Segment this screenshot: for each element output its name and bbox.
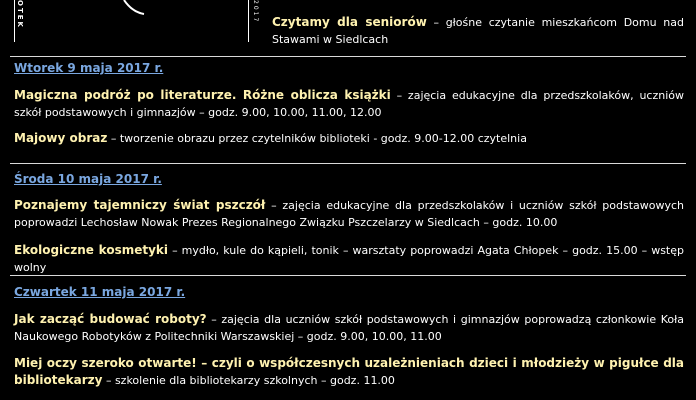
event-entry-seniors [272,14,684,48]
event-title: Czytamy dla seniorów [272,15,427,29]
divider [10,163,686,164]
divider [10,56,686,57]
event-entry [14,242,684,276]
event-title: Magiczna podróż po literaturze. Różne oblicza książki [14,88,391,102]
event-entry [14,197,684,231]
event-title: Majowy obraz [14,131,108,145]
event-entry [14,130,684,147]
logo-divider-left [14,0,15,42]
event-description: – szkolenie dla bibliotekarzy szkolnych – godz. 11.00 [102,374,395,387]
logo-year-text: 2017 [252,0,259,24]
logo-divider-right [248,0,249,42]
event-title: Miej oczy szeroko otwarte! – czyli o współczesnych uzależnieniach dzieci i młodzieży w pigułce dla bibliotekarzy [14,356,684,387]
day-heading-thursday: Czwartek 11 maja 2017 r. [14,285,186,299]
event-description: – tworzenie obrazu przez czytelników biblioteki - godz. 9.00-12.00 czytelnia [107,132,527,145]
day-heading-wednesday: Środa 10 maja 2017 r. [14,172,162,186]
event-description: – zajęcia edukacyjne dla przedszkolaków, uczniów szkół podstawowych i gimnazjów – godz. 9.00, 10.00, 11.00, 12.00 [14,89,684,119]
event-description: – zajęcia dla uczniów szkół podstawowych i gimnazjów poprowadzą członkowie Koła Naukowego Robotyków z Politechniki Warszawskiej – godz. 9.00, 10.00, 11.00 [14,313,684,343]
event-entry [14,311,684,345]
logo-arc-graphic [100,0,160,20]
event-description: – zajęcia edukacyjne dla przedszkolaków i uczniów szkół podstawowych poprowadzi Lechosław Nowak Prezes Regionalnego Związku Pszczelarzy w Siedlcach – godz. 10.00 [14,199,684,229]
logo-vertical-text: OTEK [16,0,24,29]
event-title: Poznajemy tajemniczy świat pszczół [14,198,266,212]
event-logo [0,0,270,48]
event-entry [14,87,684,121]
event-entry [14,355,684,389]
event-title: Jak zacząć budować roboty? [14,312,207,326]
event-description: – głośne czytanie mieszkańcom Domu nad Stawami w Siedlcach [272,16,685,46]
divider [10,275,686,276]
day-heading-tuesday: Wtorek 9 maja 2017 r. [14,61,164,75]
event-title: Ekologiczne kosmetyki [14,243,169,257]
event-description: – mydło, kule do kąpieli, tonik – warsztaty poprowadzi Agata Chłopek – godz. 15.00 – wstęp wolny [14,244,684,274]
